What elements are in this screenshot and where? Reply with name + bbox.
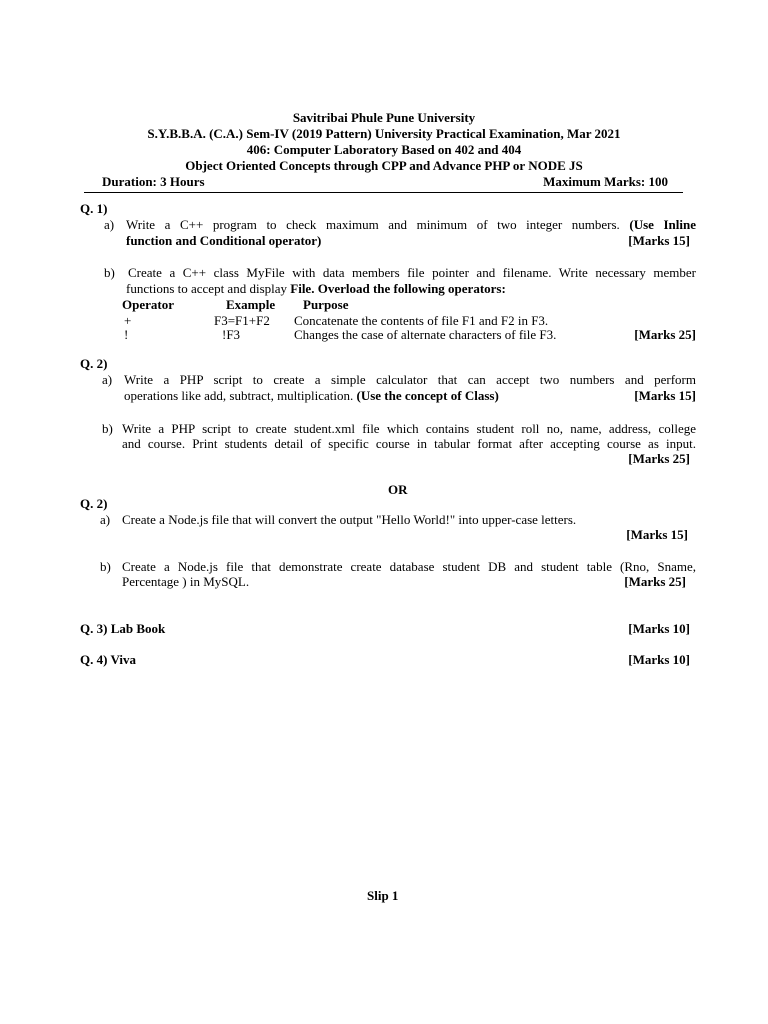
q1a-number: a) xyxy=(104,217,115,232)
q3-label: Q. 3) Lab Book xyxy=(80,621,166,636)
subject-title: Object Oriented Concepts through CPP and Advance PHP or NODE JS xyxy=(185,158,583,173)
q1a-marks: [Marks 15] xyxy=(628,233,690,248)
q1a-line1 xyxy=(126,217,696,232)
q2-alt-b-marks: [Marks 25] xyxy=(624,574,686,589)
q1b-bold-overload: Overload the following operators: xyxy=(317,281,506,296)
q1b-marks: [Marks 25] xyxy=(634,327,696,342)
q2b-number: b) xyxy=(102,421,113,436)
table-header-operator: Operator xyxy=(122,297,174,312)
q1b-line1: Create a C++ class MyFile with data members file pointer and filename. Write necessary member xyxy=(128,265,696,280)
table-row-1-example: F3=F1+F2 xyxy=(214,313,270,328)
q1a-bold-text: (Use Inline xyxy=(629,217,696,232)
q2-alt-a-marks: [Marks 15] xyxy=(626,527,688,542)
q2-alt-b-line1: Create a Node.js file that demonstrate create database student DB and student table (Rno, Sname, xyxy=(122,559,696,574)
university-title: Savitribai Phule Pune University xyxy=(292,110,476,125)
q2a-number: a) xyxy=(102,372,113,387)
q2-label: Q. 2) xyxy=(80,356,108,371)
or-separator: OR xyxy=(388,482,408,497)
q2-alt-a-line1: Create a Node.js file that will convert the output "Hello World!" into upper-case letters. xyxy=(122,512,577,527)
q2b-line2: and course. Print students detail of specific course in tabular format after accepting course as input. xyxy=(122,436,696,451)
q2-alt-b-number: b) xyxy=(100,559,111,574)
q2a-bold-text: (Use the concept of Class) xyxy=(356,388,499,403)
q1b-bold-file: File. xyxy=(290,281,315,296)
q1b-number: b) xyxy=(104,265,115,280)
course-title: S.Y.B.B.A. (C.A.) Sem-IV (2019 Pattern) University Practical Examination, Mar 2021 xyxy=(147,126,621,141)
q2-alt-b-line2: Percentage ) in MySQL. xyxy=(122,574,250,589)
q2-alt-label: Q. 2) xyxy=(80,496,108,511)
q1b-text: functions to accept and display xyxy=(126,281,288,296)
slip-number: Slip 1 xyxy=(367,888,399,903)
q1a-text: Write a C++ program to check maximum and minimum of two integer numbers. xyxy=(126,217,620,232)
q4-label: Q. 4) Viva xyxy=(80,652,136,667)
table-row-2-purpose: Changes the case of alternate characters of file F3. xyxy=(294,327,557,342)
q2a-text: operations like add, subtract, multiplication. xyxy=(124,388,354,403)
q4-marks: [Marks 10] xyxy=(628,652,690,667)
q1a-line2: function and Conditional operator) xyxy=(126,233,322,248)
q3-marks: [Marks 10] xyxy=(628,621,690,636)
q2a-marks: [Marks 15] xyxy=(634,388,696,403)
q2-alt-a-number: a) xyxy=(100,512,111,527)
header-divider xyxy=(84,192,683,193)
q2a-line1: Write a PHP script to create a simple calculator that can accept two numbers and perform xyxy=(124,372,696,387)
table-header-example: Example xyxy=(226,297,276,312)
duration: Duration: 3 Hours xyxy=(102,174,205,189)
q1b-line2 xyxy=(126,281,506,296)
q2b-marks: [Marks 25] xyxy=(628,451,690,466)
table-row-2-example: !F3 xyxy=(222,327,241,342)
maximum-marks: Maximum Marks: 100 xyxy=(543,174,668,189)
table-row-2-operator: ! xyxy=(124,327,129,342)
table-row-1-purpose: Concatenate the contents of file F1 and F2 in F3. xyxy=(294,313,549,328)
paper-title: 406: Computer Laboratory Based on 402 and 404 xyxy=(246,142,522,157)
q2a-line2 xyxy=(124,388,499,403)
table-header-purpose: Purpose xyxy=(303,297,349,312)
table-row-1-operator: + xyxy=(124,313,132,328)
q1-label: Q. 1) xyxy=(80,201,108,216)
q2b-line1: Write a PHP script to create student.xml file which contains student roll no, name, address, college xyxy=(122,421,696,436)
